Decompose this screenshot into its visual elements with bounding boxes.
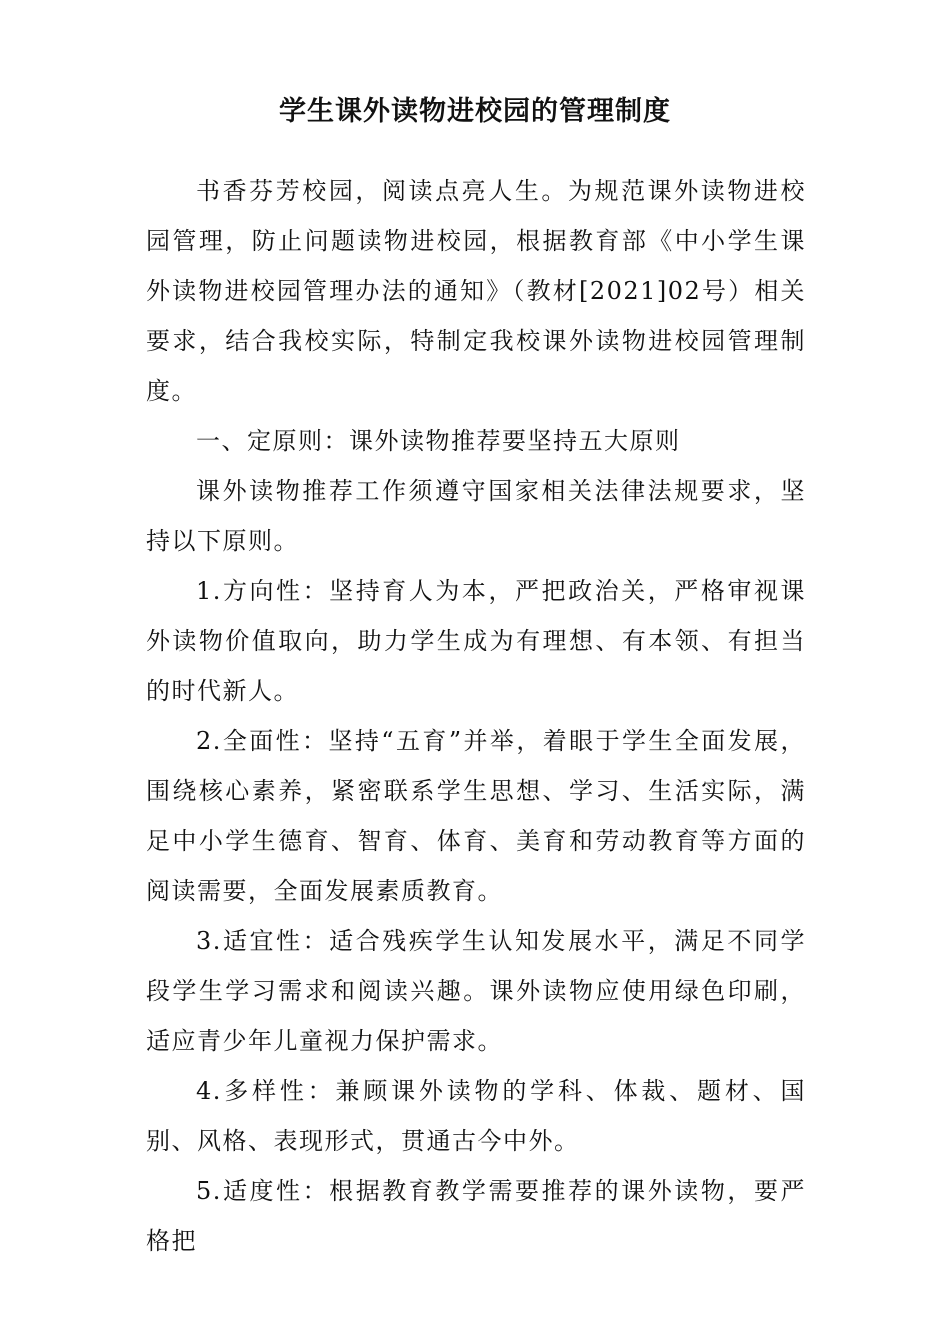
document-body [146,166,806,1266]
principle-diversity: 4.多样性：兼顾课外读物的学科、体裁、题材、国别、风格、表现形式，贯通古今中外。 [146,1077,806,1155]
paragraph-intro: 书香芬芳校园，阅读点亮人生。为规范课外读物进校园管理，防止问题读物进校园，根据教育部《中小学生课外读物进校园管理办法的通知》（教材[2021]02号）相关要求，结合我校实际，特制定我校课外读物进校园管理制度。 [146,177,806,405]
principle-suitability: 3.适宜性：适合残疾学生认知发展水平，满足不同学段学生学习需求和阅读兴趣。课外读物应使用绿色印刷，适应青少年儿童视力保护需求。 [146,927,806,1055]
principle-moderation: 5.适度性：根据教育教学需要推荐的课外读物，要严格把 [146,1177,806,1255]
principle-comprehensive: 2.全面性：坚持“五育”并举，着眼于学生全面发展，围绕核心素养，紧密联系学生思想、学习、生活实际，满足中小学生德育、智育、体育、美育和劳动教育等方面的阅读需要，全面发展素质教育。 [146,727,806,905]
paragraph-principles-intro: 课外读物推荐工作须遵守国家相关法律法规要求，坚持以下原则。 [146,477,806,555]
section-heading-principles: 一、定原则：课外读物推荐要坚持五大原则 [196,427,681,455]
principle-direction: 1.方向性：坚持育人为本，严把政治关，严格审视课外读物价值取向，助力学生成为有理想、有本领、有担当的时代新人。 [146,577,806,705]
document-title: 学生课外读物进校园的管理制度 [279,96,671,127]
